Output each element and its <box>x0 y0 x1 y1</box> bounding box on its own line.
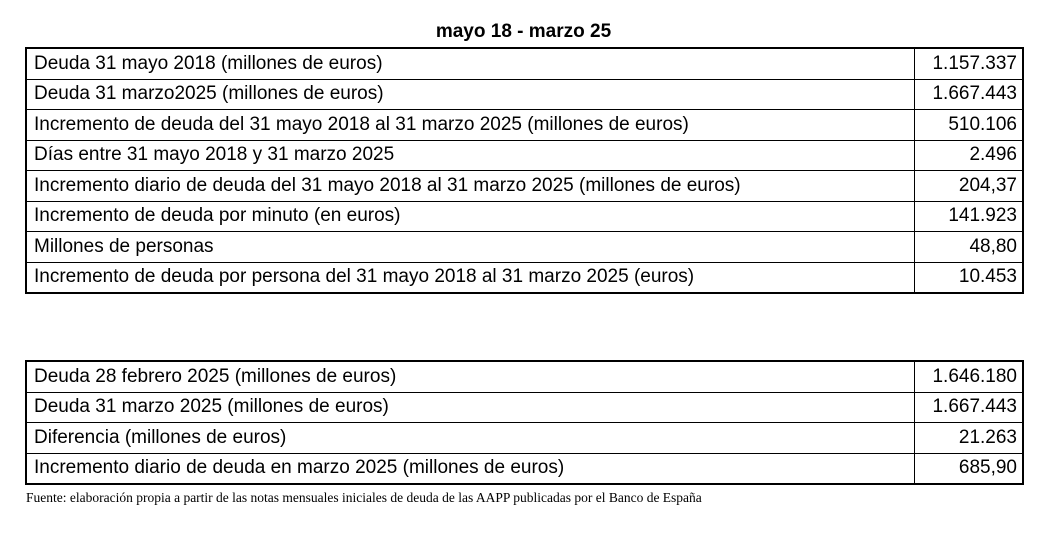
table-row <box>26 453 1023 484</box>
row-label: Días entre 31 mayo 2018 y 31 marzo 2025 <box>26 140 914 171</box>
row-label: Incremento de deuda del 31 mayo 2018 al 31 marzo 2025 (millones de euros) <box>26 110 914 141</box>
row-value: 510.106 <box>914 110 1023 141</box>
table-row <box>26 392 1023 423</box>
row-value: 1.667.443 <box>914 79 1023 110</box>
table-row <box>26 232 1023 263</box>
row-value: 10.453 <box>914 262 1023 293</box>
table-row <box>26 262 1023 293</box>
table-row <box>26 79 1023 110</box>
row-value: 2.496 <box>914 140 1023 171</box>
table-row <box>26 48 1023 79</box>
row-label: Incremento diario de deuda en marzo 2025 (millones de euros) <box>26 453 914 484</box>
row-label: Millones de personas <box>26 232 914 263</box>
table-row <box>26 361 1023 392</box>
row-value: 1.646.180 <box>914 361 1023 392</box>
row-label: Incremento de deuda por minuto (en euros) <box>26 201 914 232</box>
table-row <box>26 423 1023 454</box>
row-value: 48,80 <box>914 232 1023 263</box>
table-row <box>26 110 1023 141</box>
document-title: mayo 18 - marzo 25 <box>435 21 612 42</box>
row-label: Deuda 31 marzo2025 (millones de euros) <box>26 79 914 110</box>
row-label: Diferencia (millones de euros) <box>26 423 914 454</box>
row-value: 1.157.337 <box>914 48 1023 79</box>
table-row <box>26 140 1023 171</box>
row-label: Deuda 31 marzo 2025 (millones de euros) <box>26 392 914 423</box>
row-value: 141.923 <box>914 201 1023 232</box>
row-value: 21.263 <box>914 423 1023 454</box>
row-label: Deuda 31 mayo 2018 (millones de euros) <box>26 48 914 79</box>
row-value: 685,90 <box>914 453 1023 484</box>
table-row <box>26 201 1023 232</box>
row-value: 204,37 <box>914 171 1023 202</box>
row-value: 1.667.443 <box>914 392 1023 423</box>
table-row <box>26 171 1023 202</box>
row-label: Incremento de deuda por persona del 31 mayo 2018 al 31 marzo 2025 (euros) <box>26 262 914 293</box>
march-debt-table <box>25 360 1024 485</box>
source-note: Fuente: elaboración propia a partir de las notas mensuales iniciales de deuda de las AAPP publicadas por el Banco de España <box>26 490 702 505</box>
debt-summary-table <box>25 47 1024 294</box>
row-label: Incremento diario de deuda del 31 mayo 2018 al 31 marzo 2025 (millones de euros) <box>26 171 914 202</box>
row-label: Deuda 28 febrero 2025 (millones de euros) <box>26 361 914 392</box>
